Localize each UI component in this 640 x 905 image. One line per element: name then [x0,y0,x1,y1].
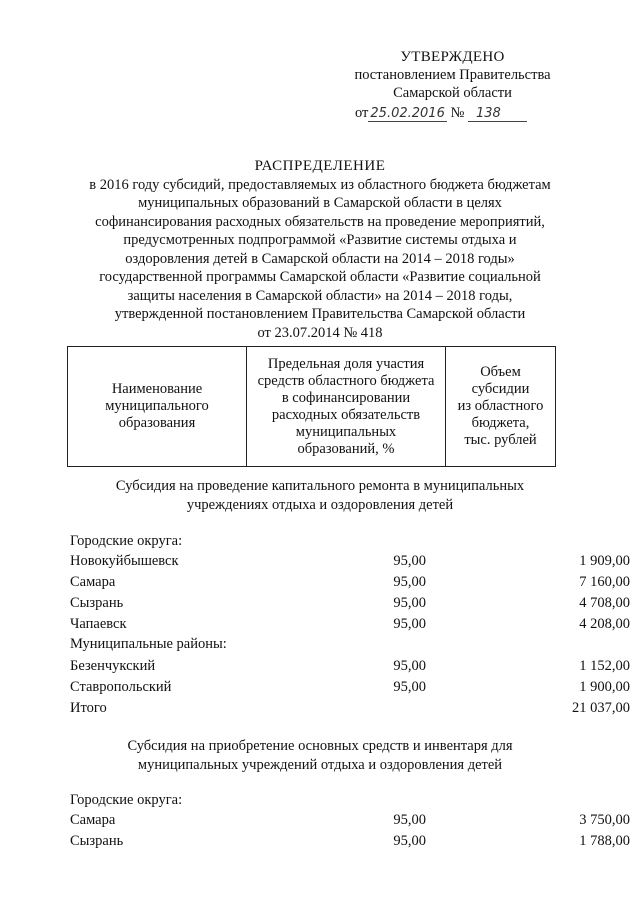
section-1-title: Субсидия на проведение капитального ремонта в муниципальных учреждениях отдыха и оздоровления детей [115,478,525,513]
heading-line: государственной программы Самарской области «Развитие социальной [99,269,541,285]
number-label: № [450,105,465,121]
approval-title: УТВЕРЖДЕНО [400,49,505,65]
approval-block [345,48,560,123]
heading-line: оздоровления детей в Самарской области на 2014 – 2018 годы» [125,250,515,267]
heading-line: защиты населения в Самарской области» на 2014 – 2018 годы, [127,287,513,304]
table-row: Безенчукский 95,00 1 152,00 [70,658,630,674]
approval-number: 138 [468,106,527,122]
table-row: Чапаевск 95,00 4 208,00 [70,616,630,632]
group-label: Городские округа: [70,792,183,808]
approval-date: 25.02.2016 [370,106,445,121]
heading-line: предусмотренных подпрограммой «Развитие системы отдыха и [123,232,517,248]
table-row: Ставропольский 95,00 1 900,00 [70,679,630,695]
table-header [67,346,556,467]
header-col-amount: Объем субсидии из областного бюджета, тыс. рублей [446,347,556,467]
table-row: Самара 95,00 7 160,00 [70,574,630,590]
table-row: Новокуйбышевск 95,00 1 909,00 [70,553,630,569]
document-heading [50,157,590,342]
heading-line: в 2016 году субсидий, предоставляемых из областного бюджета бюджетам [89,176,551,193]
document-title: РАСПРЕДЕЛЕНИЕ [254,158,386,174]
approval-date-line [345,104,560,123]
heading-line: муниципальных образований в Самарской области в целях [138,195,502,211]
total-row: Итого 21 037,00 [70,700,630,716]
heading-line: от 23.07.2014 № 418 [257,324,383,341]
heading-line: утвержденной постановлением Правительства Самарской области [114,306,526,322]
table-row: Сызрань 95,00 4 708,00 [70,595,630,611]
group-label: Городские округа: [70,533,183,549]
approval-line-1: постановлением Правительства [354,67,551,83]
header-col-share: Предельная доля участия средств областного бюджета в софинансировании расходных обязательств муниципальных образований, % [247,347,446,467]
group-label: Муниципальные районы: [70,636,227,652]
approval-line-2: Самарской области [393,85,512,101]
header-col-name: Наименование муниципального образования [68,347,247,467]
table-row: Сызрань 95,00 1 788,00 [70,833,630,849]
section-2-title: Субсидия на приобретение основных средств и инвентаря для муниципальных учреждений отдыха и оздоровления детей [127,738,513,773]
heading-line: софинансирования расходных обязательств на проведение мероприятий, [95,213,545,230]
from-label: от [355,105,369,121]
table-row: Самара 95,00 3 750,00 [70,812,630,828]
